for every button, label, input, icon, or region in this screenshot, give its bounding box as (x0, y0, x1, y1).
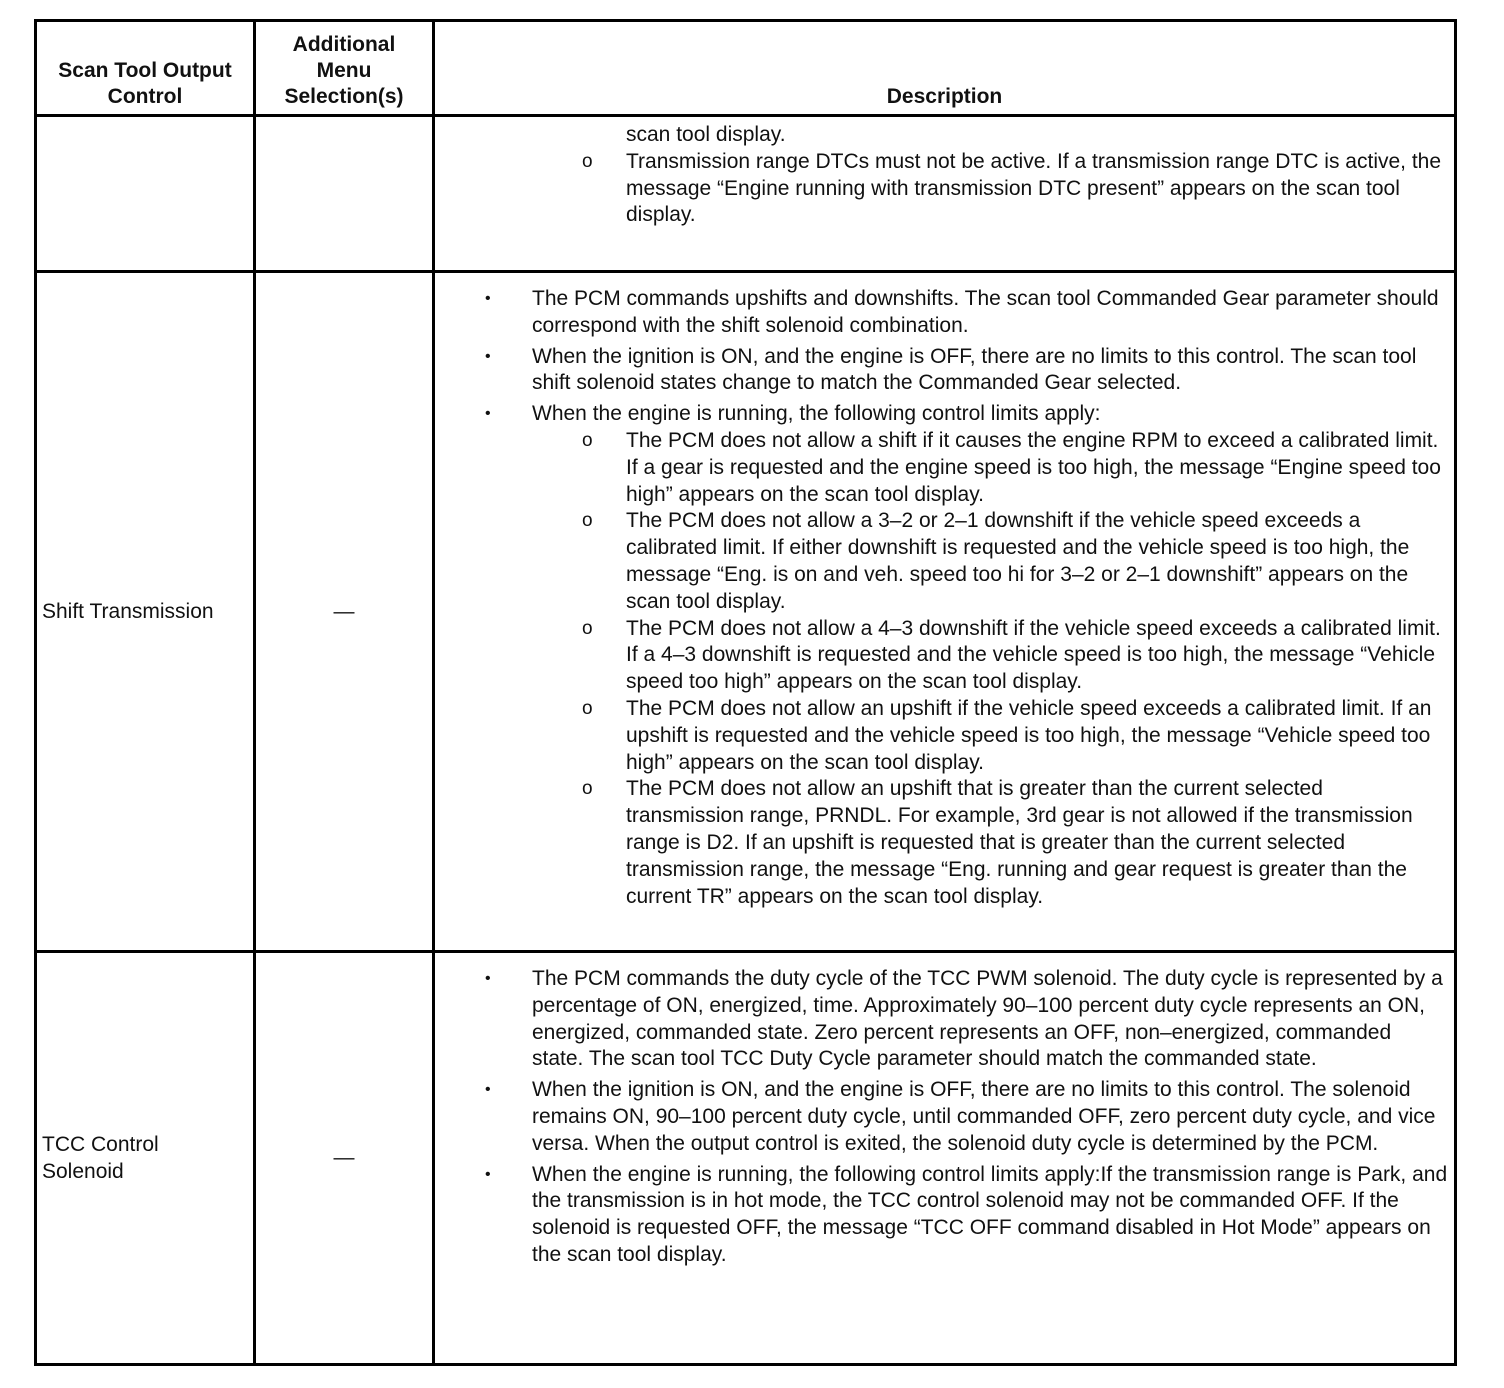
control-cell: TCC Control Solenoid (36, 952, 255, 1365)
description-cell (434, 116, 1456, 272)
selection-cell: — (255, 952, 434, 1365)
control-cell: Shift Transmission (36, 272, 255, 952)
table-row (36, 272, 1456, 952)
list-item: • When the ignition is ON, and the engine is OFF, there are no limits to this control. The scan tool shift solenoid states change to match the Commanded Gear selected. (485, 344, 1417, 395)
selection-cell (255, 116, 434, 272)
header-menu-selections: Additional Menu Selection(s) (255, 21, 434, 116)
circle-bullet-icon: o (582, 429, 593, 451)
selection-cell: — (255, 272, 434, 952)
list-item: • When the engine is running, the following control limits apply: o The PCM does not allow a shift if it causes the engine RPM to exceed a calibrated limit. If a gear is requested and the engine speed is too high, the message “Engine speed too high” appears on the scan tool display. o The PCM does not allow a 3–2 or 2–1 downshift if the vehicle speed exceeds a calibrated limit. If either downshift is requested and the vehicle speed is too high, the message “Eng. is on and veh. speed too hi for 3–2 or 2–1 downshift” appears on the scan tool display. o The PCM does not allow a 4–3 downshift if the vehicle speed exceeds a calibrated limit. If a 4–3 downshift is requested and the vehicle speed is too high, the message “Vehicle speed too high” appears on the scan tool display. o The PCM does not allow an upshift if the vehicle speed exceeds a calibrated limit. If an upshift is requested and the vehicle speed is too high, the message “Vehicle speed too high” appears on the scan tool display. o The PCM does not allow an upshift that is greater than the current selected transmission range, PRNDL. For example, 3rd gear is not allowed if the transmission range is D2. If an upshift is requested that is greater than the current selected transmission range, the message “Eng. running and gear request is greater than the current TR” appears on the scan tool display. (435, 401, 1454, 910)
bullet-icon: • (485, 970, 491, 987)
list-item: • When the ignition is ON, and the engine is OFF, there are no limits to this control. The solenoid remains ON, 90–100 percent duty cycle, until commanded OFF, zero percent duty cycle, and vice versa. When the output control is exited, the solenoid duty cycle is determined by the PCM. (485, 1078, 1436, 1155)
list-item: • The PCM commands the duty cycle of the TCC PWM solenoid. The duty cycle is represented by a percentage of ON, energized, time. Approximately 90–100 percent duty cycle represents an ON, energized, commanded state. Zero percent represents an OFF, non–energized, commanded state. The scan tool TCC Duty Cycle parameter should match the commanded state. (485, 967, 1443, 1071)
circle-bullet-icon: o (582, 778, 593, 800)
bullet-icon: • (485, 290, 491, 307)
table-row (36, 952, 1456, 1365)
output-control-table (34, 19, 1457, 1366)
circle-bullet-icon: o (582, 617, 593, 639)
list-item: o Transmission range DTCs must not be active. If a transmission range DTC is active, the message “Engine running with transmission DTC present” appears on the scan tool display. (582, 149, 1442, 227)
bullet-icon: • (485, 1081, 491, 1099)
circle-bullet-icon: o (582, 510, 593, 532)
bullet-icon: • (485, 347, 491, 365)
description-cell (434, 952, 1456, 1365)
list-item: o The PCM does not allow a 3–2 or 2–1 downshift if the vehicle speed exceeds a calibrated limit. If either downshift is requested and the vehicle speed is too high, the message “Eng. is on and veh. speed too hi for 3–2 or 2–1 downshift” appears on the scan tool display. (582, 509, 1410, 613)
header-output-control: Scan Tool Output Control (36, 21, 255, 116)
circle-bullet-icon: o (582, 697, 593, 719)
list-item: o The PCM does not allow an upshift if the vehicle speed exceeds a calibrated limit. If an upshift is requested and the vehicle speed is too high, the message “Vehicle speed too high” appears on the scan tool display. (582, 696, 1432, 774)
header-row (36, 21, 1456, 116)
table-row (36, 116, 1456, 272)
circle-bullet-icon: o (582, 150, 593, 172)
control-cell (36, 116, 255, 272)
bullet-icon: • (485, 1165, 491, 1183)
description-cell (434, 272, 1456, 952)
list-item: • The PCM commands upshifts and downshifts. The scan tool Commanded Gear parameter should correspond with the shift solenoid combination. (485, 287, 1439, 337)
list-item: o The PCM does not allow a 4–3 downshift if the vehicle speed exceeds a calibrated limit. If a 4–3 downshift is requested and the vehicle speed is too high, the message “Vehicle speed too high” appears on the scan tool display. (582, 616, 1441, 694)
list-item: • When the engine is running, the following control limits apply:If the transmission range is Park, and the transmission is in hot mode, the TCC control solenoid may not be commanded OFF. If the solenoid is requested OFF, the message “TCC OFF command disabled in Hot Mode” appears on the scan tool display. (485, 1162, 1448, 1266)
bullet-icon: • (485, 405, 491, 423)
continuation-text: scan tool display. (626, 123, 786, 146)
list-item: o The PCM does not allow a shift if it causes the engine RPM to exceed a calibrated limit. If a gear is requested and the engine speed is too high, the message “Engine speed too high” appears on the scan tool display. (582, 428, 1441, 506)
header-description: Description (434, 21, 1456, 116)
list-item: o The PCM does not allow an upshift that is greater than the current selected transmission range, PRNDL. For example, 3rd gear is not allowed if the transmission range is D2. If an upshift is requested that is greater than the current selected transmission range, the message “Eng. running and gear request is greater than the current TR” appears on the scan tool display. (582, 777, 1413, 908)
